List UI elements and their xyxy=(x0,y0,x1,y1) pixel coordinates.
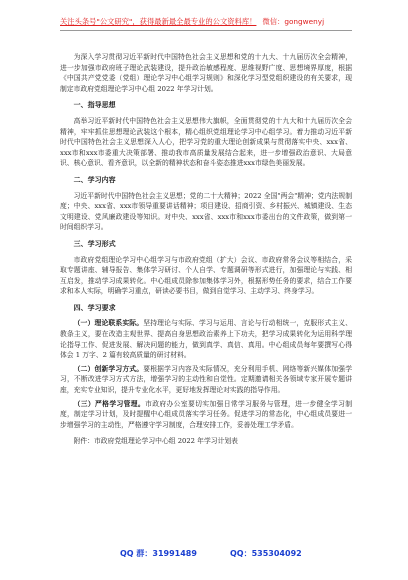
study-content-paragraph: 习近平新时代中国特色社会主义思想；党的二十大精神；2022 全国"两会"精神；党内法规制度；中央、xxx省、xxx市领导重要讲话精神；项目建设、招商引资、乡村振兴、城镇建设、生态文明建设、党风廉政建设等知识。对中央、xxx省、xxx市和xxx市委出台的文件政策，做到第一时间组织学习。 xyxy=(60,191,352,232)
wechat-contact: 微信：gongwenyj xyxy=(262,17,325,26)
intro-paragraph: 为深入学习贯彻习近平新时代中国特色社会主义思想和党的十九大、十九届历次全会精神，进一步加强市政府班子理论武装建设，提升政治敏感程度、思维视野广度、思想境界厚度，根据《中国共产党党委（党组）理论学习中心组学习规则》和深化学习型党组织建设的有关要求，现制定市政府党组理论学习中心组 2022 年学习计划。 xyxy=(60,53,352,93)
requirement-text-1: 坚持理论与实际、学习与运用、言论与行动相统一，克服形式主义、教条主义，要在改造主观世界、提高自身思想政治素养上下功夫，把学习成果转化为运用科学理论指导工作、促进发展、解决问题的能力，做到真学、真信、真用。中心组成员每年要撰写心得体会 1 万字、2 篇有较高质量的研讨材料。 xyxy=(60,319,353,360)
header-divider xyxy=(60,30,352,31)
attachment-note: 附件：市政府党组理论学习中心组 2022 年学习计划表 xyxy=(73,437,238,446)
promo-link[interactable]: 关注头条号"公文研究"，获得最新最全最专业的公文资料库！ xyxy=(60,17,257,26)
qq-group-number: QQ 群：31991489 xyxy=(120,549,197,558)
requirement-title-1: （一）理论联系实际。 xyxy=(73,319,144,328)
study-format-paragraph: 市政府党组理论学习中心组学习与市政府党组（扩大）会议、市政府常务会议等相结合，采取专题讲座、辅导报告、集体学习研讨、个人自学、专题调研等形式进行，加强理论与实践、相互启发，推动学习成果转化。中心组成员除参加集体学习外，根据形势任务的要求，结合工作要求和本人实际，明确学习重点，研读必要书目，做到自觉学习、主动学习、终身学习。 xyxy=(60,255,352,296)
requirement-paragraph-2 xyxy=(60,364,352,396)
header-banner xyxy=(60,17,360,27)
requirement-paragraph-3 xyxy=(60,399,352,431)
section-heading-guiding-ideology: 一、指导思想 xyxy=(73,101,116,110)
document-body xyxy=(60,52,352,450)
section-heading-study-format: 三、学习形式 xyxy=(73,239,116,248)
requirement-title-3: （三）严格学习管理。 xyxy=(73,399,146,408)
section-heading-study-content: 二、学习内容 xyxy=(73,175,116,184)
qq-number: QQ：535304092 xyxy=(230,549,302,558)
requirement-paragraph-1 xyxy=(60,318,352,360)
section-heading-study-requirements: 四、学习要求 xyxy=(73,303,116,312)
requirement-text-3: 市政府办公室要切实加强日常学习服务与管理，进一步健全学习制度，制定学习计划，及时提醒中心组成员落实学习任务。促进学习的常态化，中心组成员要进一步增强学习的主动性，严格遵守学习制度，合理安排工作，妥善处理工学矛盾。 xyxy=(60,399,353,429)
requirement-title-2: （二）创新学习方式。 xyxy=(73,364,144,373)
requirement-text-2: 要根据学习内容及实际情况，充分利用手机、网络等新兴媒体加强学习，不断改进学习方式方法，增强学习的主动性和自觉性。定期邀请相关各领域专家开展专题讲座，充实专业知识，提升专业化水平，更好地发挥理论对实践的指导作用。 xyxy=(60,364,353,395)
guiding-ideology-paragraph: 高举习近平新时代中国特色社会主义思想伟大旗帜，全面贯彻党的十九大和十九届历次全会精神，牢牢抓住思想理论武装这个根本，精心组织党组理论学习中心组学习。着力推动习近平新时代中国特色社会主义思想深入人心，把学习党的重大理论创新成果与贯彻落实中央、xxx省、xxx市和xxx市委重大决策部署、推动我市高质量发展结合起来，进一步增强政治意识、大局意识、核心意识、看齐意识，以全新的精神状态和奋斗姿态推进xxx市绿色美丽发展。 xyxy=(60,116,352,168)
